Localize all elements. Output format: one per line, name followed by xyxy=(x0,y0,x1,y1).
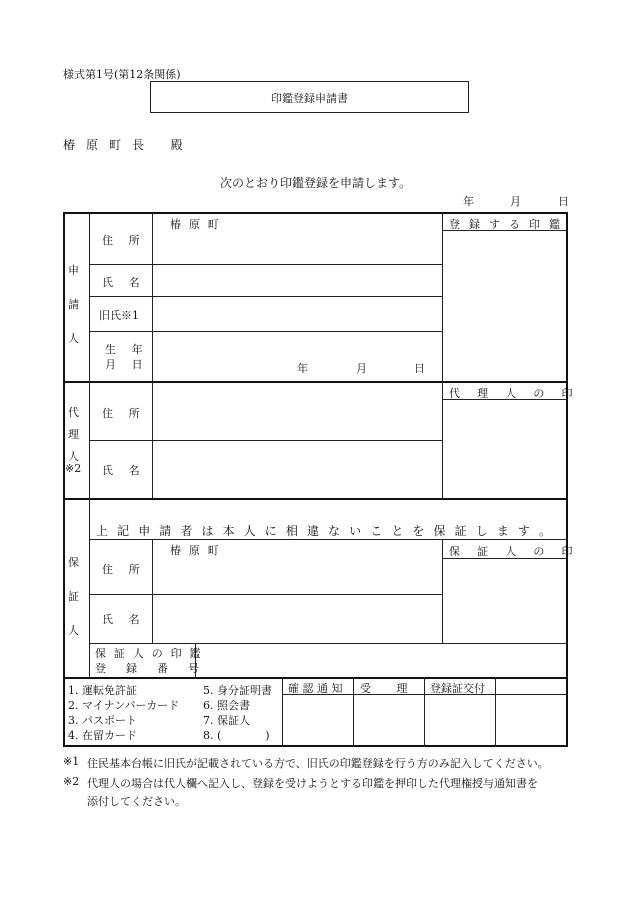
applicant-birth-label-1: 生 年 xyxy=(105,343,149,356)
applicant-birth-year: 年 xyxy=(297,362,308,375)
applicant-address-prefill: 椿 原 町 xyxy=(170,218,221,231)
guarantor-reg-label-2: 登 録 番 号 xyxy=(95,662,208,675)
agent-address-label: 住 所 xyxy=(102,407,146,420)
table-right-border xyxy=(566,212,568,747)
note1-mark: ※1 xyxy=(63,755,80,768)
form-title: 印鑑登録申請書 xyxy=(271,92,348,105)
applicant-section-label: 申 請 人 xyxy=(68,264,79,345)
addressee: 椿 原 町 長 殿 xyxy=(63,138,187,152)
office-confirm-header: 確 認 通 知 xyxy=(288,682,343,695)
agent-note-mark: ※2 xyxy=(65,462,82,475)
field-column-line-2 xyxy=(152,540,153,643)
agent-section-label: 代 理 人 xyxy=(68,406,79,463)
field-column-line-1 xyxy=(152,213,153,498)
date-month: 月 xyxy=(510,195,521,208)
date-year: 年 xyxy=(463,195,474,208)
guarantor-section-label: 保 証 人 xyxy=(68,556,79,637)
guarantor-docs-separator xyxy=(63,677,568,679)
applicant-row-line-2 xyxy=(89,296,442,297)
note1-text: 住民基本台帳に旧氏が記載されている方で、旧氏の印鑑登録を行う方のみ記入してください。 xyxy=(87,757,549,770)
id-doc-left-2: 2. マイナンバーカード xyxy=(68,699,180,712)
guarantor-row-line-2 xyxy=(89,643,567,644)
applicant-address-label: 住 所 xyxy=(102,234,146,247)
guarantor-name-label: 氏 名 xyxy=(102,613,146,626)
office-column-line-4 xyxy=(495,678,496,746)
seal-column-line-2 xyxy=(442,540,443,643)
agent-row-line xyxy=(89,440,442,441)
id-doc-left-3: 3. パスポート xyxy=(68,714,137,727)
applicant-former-name-label: 旧氏※1 xyxy=(99,309,139,322)
note2-mark: ※2 xyxy=(63,775,80,788)
id-doc-right-8: 8. ( ) xyxy=(203,729,270,742)
id-doc-right-5: 5. 身分証明書 xyxy=(203,684,272,697)
date-day: 日 xyxy=(558,195,569,208)
agent-seal-header: 代 理 人 の 印 xyxy=(449,387,580,400)
office-column-line-1 xyxy=(282,678,283,746)
guarantor-reg-label-1: 保 証 人 の 印 鑑 xyxy=(95,647,203,660)
agent-guarantor-separator xyxy=(63,498,568,500)
applicant-agent-separator xyxy=(63,381,568,383)
id-doc-left-1: 1. 運転免許証 xyxy=(68,684,137,697)
applicant-birth-month: 月 xyxy=(356,362,367,375)
id-doc-right-6: 6. 照会書 xyxy=(203,699,250,712)
office-column-line-3 xyxy=(424,678,425,746)
applicant-birth-label-2: 月 日 xyxy=(105,358,149,371)
office-receipt-header: 受 理 xyxy=(360,682,408,695)
note2-text-line1: 代理人の場合は代人欄へ記入し、登録を受けようとする印鑑を押印した代理権授与通知書を xyxy=(87,777,538,790)
applicant-row-line-3 xyxy=(89,331,442,332)
table-top-border xyxy=(63,212,568,214)
agent-name-label: 氏 名 xyxy=(102,464,146,477)
guarantor-row-line-1 xyxy=(89,594,442,595)
label-column-line xyxy=(89,213,90,678)
seal-column-line-1 xyxy=(442,213,443,498)
id-doc-right-7: 7. 保証人 xyxy=(203,714,250,727)
applicant-seal-header: 登 録 す る 印 鑑 xyxy=(449,218,563,231)
guarantor-address-prefill: 椿 原 町 xyxy=(170,544,221,557)
form-number: 様式第1号(第12条関係) xyxy=(63,68,181,81)
guarantor-statement: 上 記 申 請 者 は 本 人 に 相 違 な い こ と を 保 証 し ま す 。 xyxy=(96,524,554,538)
applicant-name-label: 氏 名 xyxy=(102,276,146,289)
applicant-birth-day: 日 xyxy=(414,362,425,375)
office-column-line-2 xyxy=(353,678,354,746)
intro-text: 次のとおり印鑑登録を申請します。 xyxy=(220,176,412,190)
id-doc-left-4: 4. 在留カード xyxy=(68,729,137,742)
guarantor-address-label: 住 所 xyxy=(102,563,146,576)
table-left-border xyxy=(63,212,65,747)
guarantor-statement-line xyxy=(89,539,567,540)
applicant-row-line-1 xyxy=(89,264,442,265)
table-bottom-border xyxy=(63,745,568,747)
note2-text-line2: 添付してください。 xyxy=(87,795,186,808)
guarantor-seal-header: 保 証 人 の 印 xyxy=(449,545,580,558)
office-certificate-header: 登録証交付 xyxy=(430,682,485,695)
